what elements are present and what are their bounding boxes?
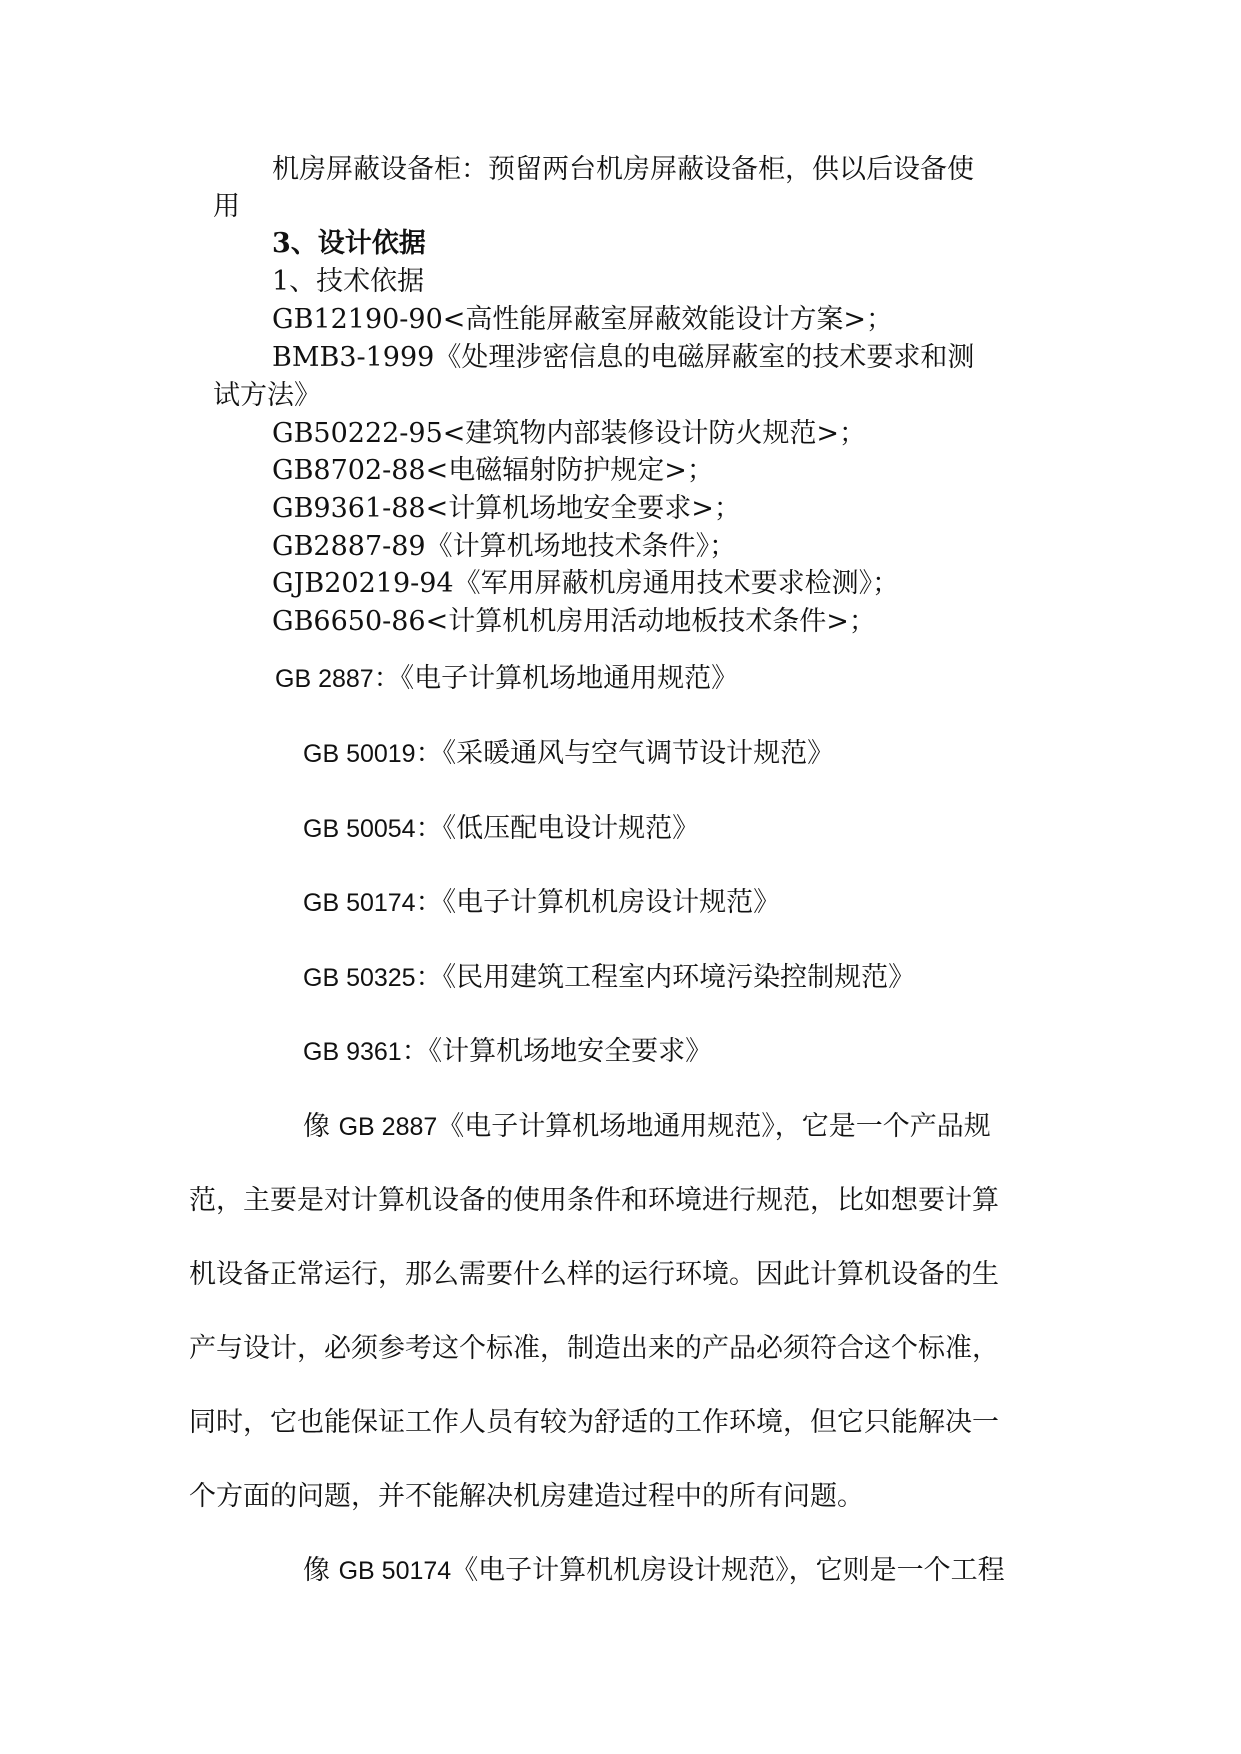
- standard-title: ：《采暖通风与空气调节设计规范》: [415, 738, 835, 769]
- standard-item: [303, 960, 915, 996]
- standard-title: ：《电子计算机机房设计规范》: [415, 887, 781, 918]
- paragraph-1-line-1: [303, 1109, 991, 1145]
- paragraph-1-line: 个方面的问题，并不能解决机房建造过程中的所有问题。: [189, 1481, 864, 1512]
- standard-code: GB 50054: [303, 815, 416, 843]
- intro-line-1: 机房屏蔽设备柜：预留两台机房屏蔽设备柜，供以后设备使: [272, 154, 974, 185]
- paragraph-prefix: 像: [303, 1111, 339, 1142]
- reference-item: GB8702-88<电磁辐射防护规定>；: [272, 455, 714, 486]
- intro-line-2: 用: [213, 191, 240, 222]
- standard-title: ：《电子计算机场地通用规范》: [373, 663, 739, 694]
- section-subheading: 1、技术依据: [272, 266, 425, 297]
- paragraph-1-line: 机设备正常运行，那么需要什么样的运行环境。因此计算机设备的生: [189, 1259, 999, 1290]
- standard-title: ：《民用建筑工程室内环境污染控制规范》: [415, 962, 916, 993]
- standard-item: [303, 885, 780, 921]
- standard-item: [303, 736, 834, 772]
- section-heading: 3、设计依据: [272, 228, 426, 259]
- paragraph-code: GB 50174: [338, 1557, 452, 1585]
- reference-item: GB2887-89《计算机场地技术条件》；: [272, 531, 737, 562]
- paragraph-prefix: 像: [303, 1555, 339, 1586]
- reference-item: GB9361-88<计算机场地安全要求>；: [272, 493, 741, 524]
- standard-code: GB 50174: [303, 889, 416, 917]
- reference-item-continuation: 试方法》: [213, 380, 321, 411]
- reference-item: BMB3-1999《处理涉密信息的电磁屏蔽室的技术要求和测: [272, 342, 975, 373]
- paragraph-1-line: 范，主要是对计算机设备的使用条件和环境进行规范，比如想要计算: [189, 1185, 999, 1216]
- reference-item: GB50222-95<建筑物内部装修设计防火规范>；: [272, 418, 867, 449]
- standard-code: GB 2887: [275, 665, 374, 693]
- paragraph-1-line: 产与设计，必须参考这个标准，制造出来的产品必须符合这个标准，: [189, 1333, 999, 1364]
- reference-item: GB6650-86<计算机机房用活动地板技术条件>；: [272, 606, 876, 637]
- standard-item: [275, 661, 738, 697]
- paragraph-code: GB 2887: [338, 1113, 438, 1141]
- paragraph-text: 《电子计算机机房设计规范》，它则是一个工程: [451, 1555, 1005, 1586]
- reference-item: GB12190-90<高性能屏蔽室屏蔽效能设计方案>；: [272, 304, 894, 335]
- standard-code: GB 9361: [303, 1038, 402, 1066]
- paragraph-text: 《电子计算机场地通用规范》，它是一个产品规: [437, 1111, 991, 1142]
- paragraph-2-line-1: [303, 1553, 1005, 1589]
- standard-title: ：《低压配电设计规范》: [415, 813, 700, 844]
- standard-item: [303, 1034, 712, 1070]
- standard-code: GB 50325: [303, 964, 416, 992]
- reference-item: GJB20219-94《军用屏蔽机房通用技术要求检测》；: [272, 568, 900, 599]
- standard-item: [303, 811, 699, 847]
- standard-code: GB 50019: [303, 740, 416, 768]
- standard-title: ：《计算机场地安全要求》: [401, 1036, 713, 1067]
- paragraph-1-line: 同时，它也能保证工作人员有较为舒适的工作环境，但它只能解决一: [189, 1407, 999, 1438]
